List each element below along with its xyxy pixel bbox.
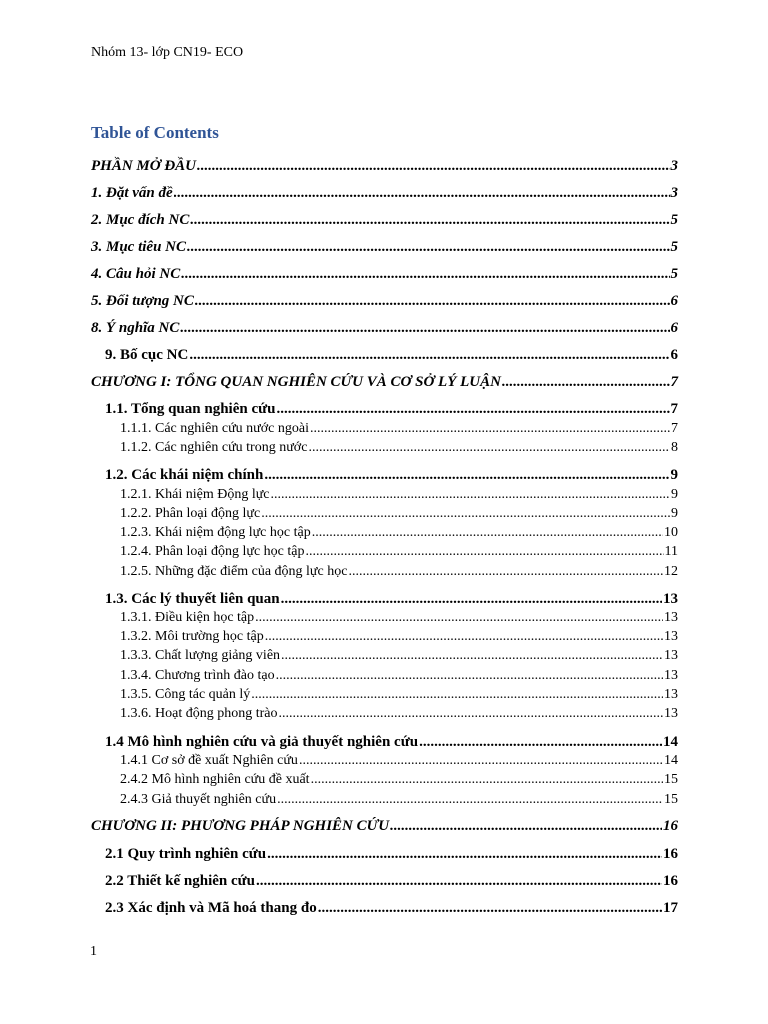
toc-entry[interactable]: 1.3.4. Chương trình đào tạo ..... 13 <box>120 667 678 685</box>
toc-entry[interactable]: 1.3.1. Điều kiện học tập ..... 13 <box>120 609 678 627</box>
toc-entry[interactable]: 1.1. Tổng quan nghiên cứu ..... 7 <box>105 400 678 418</box>
toc-entry[interactable]: 1.2.1. Khái niệm Động lực ..... 9 <box>120 486 678 504</box>
toc-entry[interactable]: 2.4.3 Giả thuyết nghiên cứu ..... 15 <box>120 791 678 809</box>
toc-entry[interactable]: 2.3 Xác định và Mã hoá thang đo ..... 17 <box>105 899 678 917</box>
toc-entry[interactable]: 4. Câu hỏi NC ..... 5 <box>91 265 678 283</box>
toc-entry[interactable]: 1.3.3. Chất lượng giảng viên ..... 13 <box>120 647 678 665</box>
toc-entry[interactable]: 1.2.2. Phân loại động lực ..... 9 <box>120 505 678 523</box>
toc-entry[interactable]: 1.2.3. Khái niệm động lực học tập ..... 10 <box>120 524 678 542</box>
toc-entry[interactable]: PHẦN MỞ ĐẦU ..... 3 <box>91 157 678 175</box>
toc-entry[interactable]: 2. Mục đích NC ..... 5 <box>91 211 678 229</box>
toc-entry[interactable]: 1. Đặt vấn đề ..... 3 <box>91 184 678 202</box>
toc-entry[interactable]: 1.3.2. Môi trường học tập ..... 13 <box>120 628 678 646</box>
page-number: 1 <box>90 944 97 959</box>
toc-entry[interactable]: 1.2. Các khái niệm chính ..... 9 <box>105 466 678 484</box>
toc-entry[interactable]: 2.2 Thiết kế nghiên cứu ..... 16 <box>105 872 678 890</box>
toc-entry[interactable]: CHƯƠNG I: TỔNG QUAN NGHIÊN CỨU VÀ CƠ SỞ LÝ LUẬN ..... 7 <box>91 373 678 391</box>
toc-entry[interactable]: 1.3. Các lý thuyết liên quan ..... 13 <box>105 590 678 608</box>
toc-entry[interactable]: 2.1 Quy trình nghiên cứu ..... 16 <box>105 845 678 863</box>
toc-entry[interactable]: 1.1.2. Các nghiên cứu trong nước ..... 8 <box>120 439 678 457</box>
toc-entry[interactable]: 8. Ý nghĩa NC ..... 6 <box>91 319 678 337</box>
toc-entry[interactable]: 1.2.4. Phân loại động lực học tập ..... 11 <box>120 543 678 561</box>
toc-entry[interactable]: 1.1.1. Các nghiên cứu nước ngoài ..... 7 <box>120 420 678 438</box>
page-header: Nhóm 13- lớp CN19- ECO <box>91 45 244 60</box>
toc-entry[interactable]: 3. Mục tiêu NC ..... 5 <box>91 238 678 256</box>
toc-entry[interactable]: 5. Đối tượng NC ..... 6 <box>91 292 678 310</box>
toc-entry[interactable]: 1.4 Mô hình nghiên cứu và giả thuyết nghiên cứu ..... 14 <box>105 733 678 751</box>
toc-entry[interactable]: CHƯƠNG II: PHƯƠNG PHÁP NGHIÊN CỨU ..... 16 <box>91 817 678 835</box>
toc-entry[interactable]: 1.4.1 Cơ sở đề xuất Nghiên cứu ..... 14 <box>120 752 678 770</box>
toc-entry[interactable]: 2.4.2 Mô hình nghiên cứu đề xuất ..... 15 <box>120 771 678 789</box>
toc-title: Table of Contents <box>91 123 219 142</box>
toc-entry[interactable]: 1.3.6. Hoạt động phong trào ..... 13 <box>120 705 678 723</box>
toc-entry[interactable]: 9. Bố cục NC ..... 6 <box>105 346 678 364</box>
toc-entry[interactable]: 1.2.5. Những đặc điểm của động lực học ..... 12 <box>120 563 678 581</box>
toc-entry[interactable]: 1.3.5. Công tác quản lý ..... 13 <box>120 686 678 704</box>
